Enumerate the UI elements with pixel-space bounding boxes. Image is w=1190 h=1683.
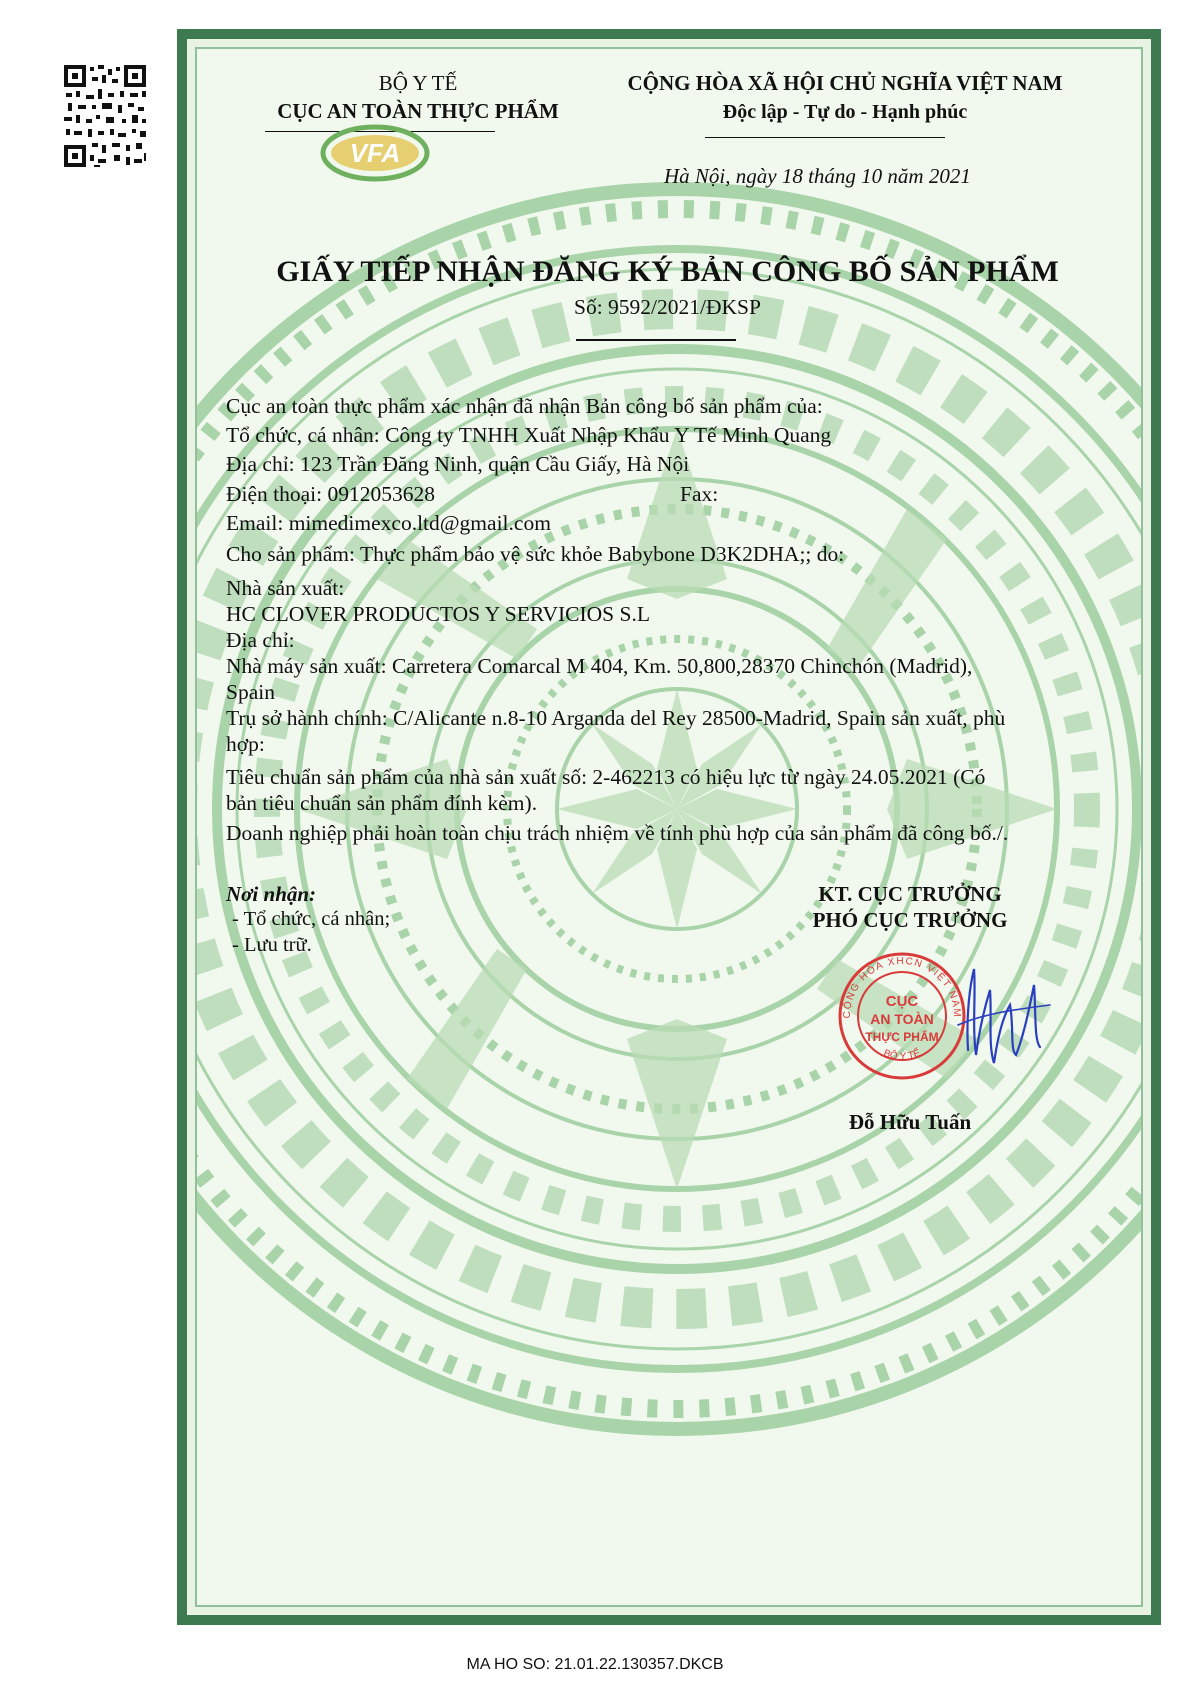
handwritten-signature bbox=[950, 955, 1060, 1075]
document-number: Số: 9592/2021/ĐKSP bbox=[574, 295, 761, 319]
stamp-bottom-text: BỘ Y TẾ bbox=[881, 1047, 923, 1063]
organization-line: Tổ chức, cá nhân: Công ty TNHH Xuất Nhập Khẩu Y Tế Minh Quang bbox=[226, 423, 832, 447]
vfa-logo-text: VFA bbox=[349, 138, 401, 168]
responsibility-line: Doanh nghiệp phải hoàn toàn chịu trách nhiệm về tính phù hợp của sản phẩm đã công bố./. bbox=[226, 821, 1009, 845]
recipient-item: - Tổ chức, cá nhân; bbox=[232, 908, 391, 930]
manufacturer-name: HC CLOVER PRODUCTOS Y SERVICIOS S.L bbox=[226, 602, 650, 626]
manufacturer-address-label: Địa chỉ: bbox=[226, 628, 295, 652]
fax-line: Fax: bbox=[680, 482, 719, 506]
office-line-2: hợp: bbox=[226, 732, 265, 756]
document-title: GIẤY TIẾP NHẬN ĐĂNG KÝ BẢN CÔNG BỐ SẢN PHẨM bbox=[276, 255, 1059, 288]
standard-line: Tiêu chuẩn sản phẩm của nhà sản xuất số: 2-462213 có hiệu lực từ ngày 24.05.2021 (Có bbox=[226, 765, 986, 789]
country-name: CỘNG HÒA XÃ HỘI CHỦ NGHĨA VIỆT NAM bbox=[627, 71, 1063, 95]
svg-text:BỘ Y TẾ bbox=[882, 1046, 922, 1063]
official-red-stamp bbox=[836, 950, 968, 1082]
intro-line: Cục an toàn thực phẩm xác nhận đã nhận Bản công bố sản phẩm của: bbox=[226, 394, 823, 418]
email-line: Email: mimedimexco.ltd@gmail.com bbox=[226, 511, 551, 535]
office-line: Trụ sở hành chính: C/Alicante n.8-10 Arganda del Rey 28500-Madrid, Spain sản xuất, phù bbox=[226, 706, 1006, 730]
manufacturer-label: Nhà sản xuất: bbox=[226, 576, 345, 600]
stamp-ring-text: CỘNG HÒA XHCN VIỆT NAM bbox=[841, 955, 963, 1019]
phone-line: Điện thoại: 0912053628 bbox=[226, 482, 436, 506]
factory-line: Nhà máy sản xuất: Carretera Comarcal M 404, Km. 50,800,28370 Chinchón (Madrid), bbox=[226, 654, 973, 678]
vfa-logo bbox=[318, 115, 433, 185]
standard-line-2: bản tiêu chuẩn sản phẩm đính kèm). bbox=[226, 791, 538, 815]
signer-title-1: KT. CỤC TRƯỞNG bbox=[818, 882, 1002, 906]
agency-name: CỤC AN TOÀN THỰC PHẨM bbox=[277, 99, 559, 123]
national-motto: Độc lập - Tự do - Hạnh phúc bbox=[722, 101, 968, 123]
factory-line-2: Spain bbox=[226, 680, 275, 704]
dossier-code: MA HO SO: 21.01.22.130357.DKCB bbox=[466, 1656, 724, 1673]
product-line: Cho sản phẩm: Thực phẩm bảo vệ sức khỏe Babybone D3K2DHA;; do: bbox=[226, 542, 845, 566]
address-line: Địa chỉ: 123 Trần Đăng Ninh, quận Cầu Giấy, Hà Nội bbox=[226, 452, 690, 476]
title-underline bbox=[576, 339, 736, 341]
stamp-line: AN TOÀN bbox=[870, 1011, 934, 1027]
stamp-line: THỰC PHẨM bbox=[865, 1030, 939, 1044]
signer-title-2: PHÓ CỤC TRƯỞNG bbox=[812, 908, 1008, 932]
motto-underline bbox=[705, 137, 945, 138]
stamp-line: CỤC bbox=[885, 993, 919, 1010]
signer-name: Đỗ Hữu Tuấn bbox=[848, 1110, 972, 1134]
recipient-item: - Lưu trữ. bbox=[232, 934, 312, 956]
ministry-name: BỘ Y TẾ bbox=[378, 71, 458, 95]
issue-date: Hà Nội, ngày 18 tháng 10 năm 2021 bbox=[664, 164, 971, 188]
recipients-label: Nơi nhận: bbox=[226, 882, 317, 906]
